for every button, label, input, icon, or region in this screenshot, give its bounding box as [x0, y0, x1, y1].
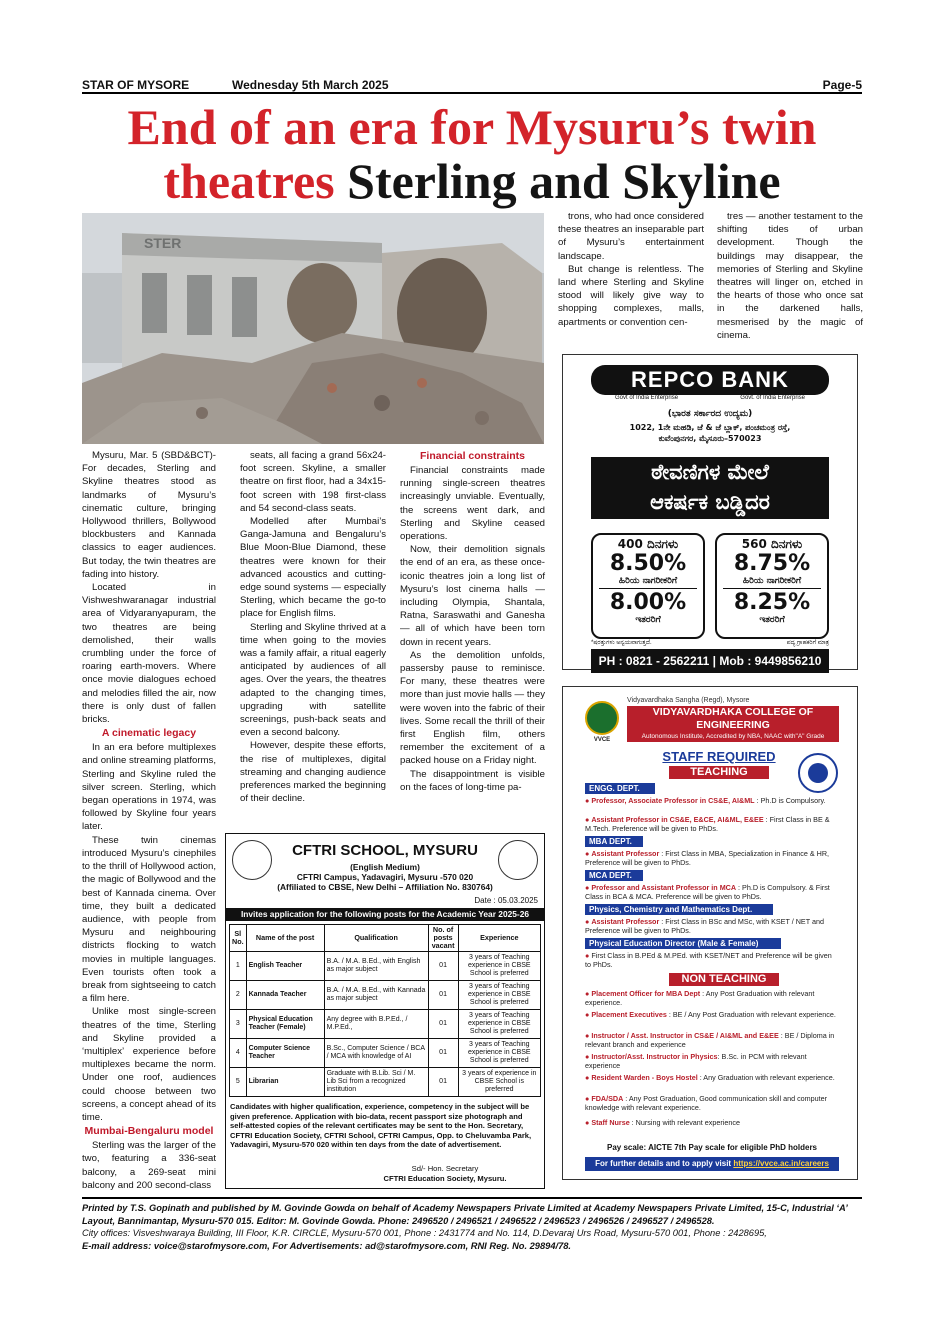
imprint-footer [82, 1197, 862, 1252]
article-paragraph: Now, their demolition signals the end of an era, as these once-iconic theatres join a long list of Mysuru’s lost cinema halls — including Olympia, Shantala, Ratna, Saraswathi and Ganesha — all of which have been torn down in recent years. [400, 544, 545, 648]
headline-line2-black: Sterling and Skyline [347, 153, 781, 209]
headline-line1: End of an era for Mysuru’s twin [127, 99, 817, 155]
repco-address: 1022, 1ನೇ ಮಹಡಿ, ಜೆ & ಜೆ ಬ್ಲಾಕ್, ಪಂಚಮಂತ್ರ ರಸ್ತೆ, ಕುವೆಂಪುನಗರ, ಮೈಸೂರು–570023 [629, 423, 791, 443]
dept-physics: Physics, Chemistry and Mathematics Dept. [585, 904, 773, 915]
seal-icon [798, 753, 838, 793]
non-teaching-badge: NON TEACHING [669, 973, 779, 986]
article-paragraph: But change is relentless. The land where Sterling and Skyline stood will likely give way to shopping complexes, malls, apartments or convention cen- [558, 263, 704, 328]
repco-note-right: ಪದ್ಯ ಗ್ರಾಹಕರಿಗೆ ಮಾತ್ರ [786, 640, 829, 646]
vvce-logo-icon [585, 701, 619, 735]
cftri-campus: CFTRI Campus, Yadavagiri, Mysuru -570 020 [296, 872, 474, 882]
dept-mca: MCA DEPT. [585, 870, 643, 881]
repco-phone: PH : 0821 - 2562211 | Mob : 9449856210 [591, 649, 829, 673]
col-header: No. of posts vacant [428, 925, 458, 952]
issue-date: Wednesday 5th March 2025 [232, 78, 389, 92]
article-paragraph: Sterling was the larger of the two, featuring a 336-seat balcony, a 269-seat mini balcony and 200 second-class [82, 1140, 216, 1191]
article-paragraph: Mysuru, Mar. 5 (SBD&BCT)- For decades, Sterling and Skyline theatres stood as landmarks of Mysuru’s cinematic culture, bringing Hollywood thrillers, Bollywood blockbusters and Kannada classics to eager audiences. But today, the twin theatres are fading into history. [82, 450, 216, 580]
job-item: ● Placement Executives : BE / Any Post Graduation with relevant experience. [585, 1010, 836, 1019]
imprint-line3: E-mail address: voice@starofmysore.com, For Advertisements: ad@starofmysore.com, RNI Reg. No. 29894/78. [82, 1240, 571, 1251]
repco-bank-ad [562, 354, 858, 670]
article-paragraph: As the demolition unfolds, passersby pause to reminisce. For many, these theatres were more than just movie halls — they were woven into the fabric of their lives. Some recall the thrill of their first English film, others remember the excitement of a packed house on a Friday night. [400, 649, 545, 767]
job-item: ● Professor and Assistant Professor in MCA : Ph.D is Compulsory. & First Class in BCA & MCA. Preference will be given to PhDs. [585, 883, 830, 901]
vvce-header: VIDYAVARDHAKA COLLEGE OF ENGINEERING Autonomous Institute, Accredited by NBA, NAAC with"A" Grade Gokulam 3rd Stage, Mysuru-570 002 [627, 706, 839, 742]
page-number: Page-5 [822, 78, 862, 92]
subhead-mumbai-bengaluru: Mumbai-Bengaluru model [84, 1125, 214, 1138]
cftri-invite: Invites application for the following posts for the Academic Year 2025-26 [226, 908, 544, 921]
repco-logo: REPCO BANK [591, 365, 829, 395]
dept-engg: ENGG. DEPT. [585, 783, 655, 794]
headline-line2-red: theatres [163, 153, 335, 209]
article-paragraph: Sterling and Skyline thrived at a time when going to the movies was a family affair, a ritual eagerly anticipated by audiences of all ages. Over the years, the theatres adapted to the changing times, upgrading with satellite screenings, push-back seats and even a second balcony. [240, 621, 386, 739]
article-paragraph: trons, who had once considered these theatres an inseparable part of Mysuru’s entertainment landscape. [558, 211, 704, 262]
cftri-signature: Sd/- Hon. Secretary CFTRI Education Society, Mysuru. [383, 1164, 507, 1183]
repco-govt: (ಭಾರತ ಸರ್ಕಾರದ ಉದ್ಯಮ) [667, 409, 753, 419]
article-paragraph: Financial constraints made running single-screen theatres increasingly unviable. Eventually, the screens went dark, and Sterling and Skyline ceased operations. [400, 465, 545, 543]
rate-card-400: 400 ದಿನಗಳು 8.50% ಹಿರಿಯ ನಾಗರೀಕರಿಗೆ 8.00% ಇತರರಿಗೆ [591, 533, 705, 639]
repco-tagline-left: Govt of India Enterprise [615, 395, 679, 401]
masthead [82, 78, 862, 94]
subhead-cinematic-legacy: A cinematic legacy [101, 727, 197, 740]
job-item: ● Staff Nurse : Nursing with relevant experience [585, 1118, 740, 1127]
job-item: ● Assistant Professor : First Class in BSc and MSc, with KSET / NET and Preference will be given to PhDs. [585, 917, 824, 935]
col-header: Sl No. [230, 925, 247, 952]
article-paragraph: Located in Vishweshwaranagar industrial area of Vidyaranyapuram, the two theatres are being demolished, their walls crumbling under the force of roaring earth-movers. Where once movie dialogues echoed and melodies filled the air, now there is only dust of fallen bricks. [82, 582, 216, 726]
dept-physical-education: Physical Education Director (Male & Female) [585, 938, 781, 949]
table-row: 5 Librarian Graduate with B.Lib. Sci / M. Lib Sci from a recognized institution 01 3 years of experience in CBSE School is preferred [230, 1068, 541, 1097]
subhead-financial-constraints: Financial constraints [419, 450, 526, 462]
cftri-ad [225, 833, 545, 1189]
dept-mba: MBA DEPT. [585, 836, 643, 847]
article-column-3 [400, 449, 545, 794]
table-row: 2 Kannada Teacher B.A. / M.A. B.Ed., with Kannada as major subject 01 3 years of Teaching experience in CBSE School is preferred [230, 981, 541, 1010]
job-item: ● First Class in B.PEd & M.PEd. with KSET/NET and Preference will be given to PhDs. [585, 951, 832, 969]
vvce-sangha: Vidyavardhaka Sangha (Regd), Mysore [627, 697, 750, 704]
imprint-line1: Printed by T.S. Gopinath and published by M. Govinde Gowda on behalf of Academy Newspapers Private Limited at Academy Newspapers Private Limited, 15-C, Industrial ‘A’ Layout, Bannimantap, Mysuru-570 015. Editor: M. Govinde Gowda. Phone: 2496520 / 2496521 / 2496522 / 2496523 / 2496526 / 2496527 / 2496528. [82, 1203, 848, 1226]
cftri-note: Candidates with higher qualification, experience, competency in the subject will be given preference. Application with bio-data, recent passport size photograph and self-attested copies of the relevant certificates may be sent to the Hon. Secretary, CFTRI Education Society, CFTRI School, CFTRI Campus, Opp. to Cheluvamba Park, Yadavagiri, Mysuru-570 020 within ten days from the date of advertisement. [230, 1102, 532, 1150]
article-paragraph: These twin cinemas introduced Mysuru’s cinephiles to the thrill of Hollywood action, the magic of Bollywood and the best of Kannada cinema. Over time, they built a dedicated audience, with people from Mysuru and neighbouring districts flocking to watch movies in multiple languages. Even tourists often took a break from sightseeing to catch a film here. [82, 834, 216, 1005]
payscale: Pay scale: AICTE 7th Pay scale for eligible PhD holders [607, 1143, 817, 1152]
repco-banner: ಠೇವಣಿಗಳ ಮೇಲೆ ಆಕರ್ಷಕ ಬಡ್ಡಿದರ [591, 457, 829, 519]
posts-table [229, 924, 541, 1097]
col-header: Experience [458, 925, 540, 952]
job-item: ● Resident Warden - Boys Hostel : Any Graduation with relevant experience. [585, 1073, 835, 1082]
rate-card-560: 560 ದಿನಗಳು 8.75% ಹಿರಿಯ ನಾಗರೀಕರಿಗೆ 8.25% ಇತರರಿಗೆ [715, 533, 829, 639]
job-item: ● Instructor/Asst. Instructor in Physics: B.Sc. in PCM with relevant experience [585, 1052, 807, 1070]
job-item: ● FDA/SDA : Any Post Graduation, Good communication skill and computer knowledge with relevant experience. [585, 1094, 828, 1112]
vvce-logo-text: VVCE [593, 737, 611, 743]
article-column-4 [558, 210, 704, 329]
repco-note-left: *ಷರತ್ತುಗಳು ಅನ್ವಯವಾಗುತ್ತದೆ. [591, 640, 652, 646]
article-column-1 [82, 449, 216, 1192]
cftri-title: CFTRI SCHOOL, MYSURU [292, 842, 478, 859]
job-item: ● Assistant Professor : First Class in MBA, Specialization in Finance & HR, Preference will be given to PhDs. [585, 849, 830, 867]
paper-name: STAR OF MYSORE [82, 78, 190, 92]
repco-tagline-right: Govt. of India Enterprise [740, 395, 805, 401]
job-item: ● Placement Officer for MBA Dept : Any Post Graduation with relevant experience. [585, 989, 815, 1007]
cftri-medium: (English Medium) [350, 862, 420, 872]
sign-text: STER [144, 235, 182, 251]
article-paragraph: tres — another testament to the shifting tides of urban development. Though the buildings may disappear, the memories of Sterling and Skyline theatres will linger on, etched in the hearts of those who once sat in the darkened halls, mesmerised by the magic of cinema. [717, 211, 863, 341]
article-paragraph: Modelled after Mumbai’s Ganga-Jamuna and Bengaluru’s Blue Moon-Blue Diamond, these theatres were known for their advanced acoustics and cutting-edge sound systems — especially Sterling, which became the go-to place for English films. [240, 516, 386, 620]
staff-required: STAFF REQUIRED [662, 749, 776, 764]
headline [82, 100, 862, 208]
article-column-2 [240, 449, 386, 805]
job-item: ● Assistant Professor in CS&E, E&CE, AI&ML, E&EE : First Class in BE & M.Tech. Preference will be given to PhDs. [585, 815, 830, 833]
job-item: ● Professor, Associate Professor in CS&E, AI&ML : Ph.D is Compulsory. [585, 796, 826, 805]
article-paragraph: Unlike most single-screen theatres of the time, Sterling and Skyline provided a ‘multiplex’ experience before multiplexes became the norm. Under one roof, audiences could choose between two screens, a concept ahead of its time. [82, 1006, 216, 1123]
article-column-5 [717, 210, 863, 342]
article-paragraph: The disappointment is visible on the faces of long-time pa- [400, 768, 545, 793]
col-header: Qualification [324, 925, 428, 952]
article-paragraph: However, despite these efforts, the rise of multiplexes, digital streaming and changing audience preferences marked the beginning of their decline. [240, 740, 386, 805]
imprint-line2: City offices: Visveshwaraya Building, III Floor, K.R. CIRCLE, Mysuru-570 001, Phone : 2431774 and No. 114, D.Devaraj Urs Road, Mysuru-570 001, Phone : 2428695, [82, 1228, 767, 1239]
vvce-apply: For further details and to apply visit https://vvce.ac.in/careers [585, 1157, 839, 1171]
teaching-badge: TEACHING [669, 766, 769, 779]
demolition-photo-svg [82, 213, 544, 444]
careers-link[interactable]: https://vvce.ac.in/careers [733, 1159, 829, 1168]
cftri-date: Date : 05.03.2025 [474, 896, 538, 905]
col-header: Name of the post [246, 925, 324, 952]
table-row: 4 Computer Science Teacher B.Sc., Computer Science / BCA / MCA with knowledge of AI 01 3 years of Teaching experience in CBSE School is preferred [230, 1039, 541, 1068]
vvce-ad [562, 686, 858, 1180]
article-paragraph: seats, all facing a grand 56x24-foot screen. Skyline, a smaller theatre on first floor, had a 34x15-foot screen with 198 first-class and 54 second-class seats. [240, 450, 386, 514]
job-item: ● Instructor / Asst. Instructor in CS&E / AI&ML and E&EE : BE / Diploma in relevant branch and experience [585, 1031, 835, 1049]
article-paragraph: In an era before multiplexes and online streaming platforms, Sterling and Skyline ruled the silver screen. Sterling, which began operations in 1974, was followed by Skyline four years later. [82, 742, 216, 833]
table-row: 1 English Teacher B.A. / M.A. B.Ed., with English as major subject 01 3 years of Teaching experience in CBSE School is preferred [230, 952, 541, 981]
demolition-photo [82, 213, 544, 444]
cftri-affiliation: (Affiliated to CBSE, New Delhi – Affiliation No. 830764) [277, 882, 493, 892]
table-row: 3 Physical Education Teacher (Female) Any degree with B.P.Ed., / M.P.Ed., 01 3 years of Teaching experience in CBSE School is preferred [230, 1010, 541, 1039]
